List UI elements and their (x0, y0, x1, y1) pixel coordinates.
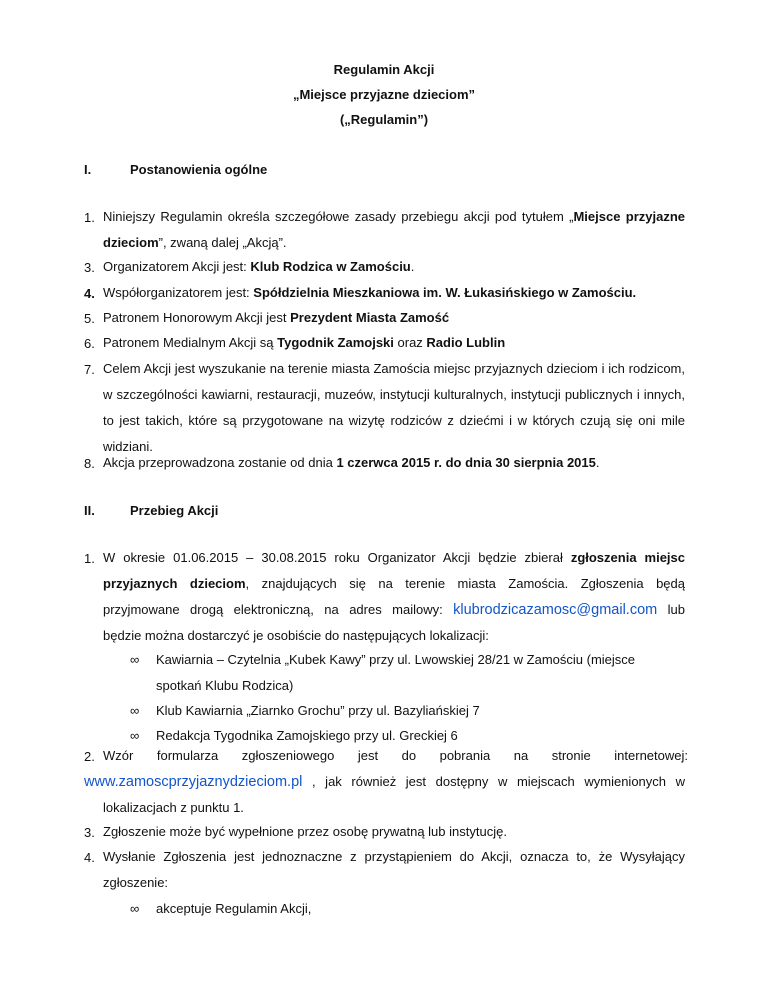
item-text-line: zgłoszenie: (103, 875, 169, 890)
item-text-line: lokalizacjach z punktu 1. (103, 800, 244, 815)
item-text-line: będzie można dostarczyć je osobiście do następujących lokalizacji: (103, 628, 489, 643)
doc-title: Regulamin Akcji (333, 62, 435, 77)
item-text: Patronem Honorowym Akcji jest Prezydent Miasta Zamość (103, 310, 450, 325)
item-number: 7. (84, 362, 95, 377)
bullet-icon: ∞ (130, 901, 140, 916)
item-text-line: przyjmowane drogą elektroniczną, na adres mailowy: klubrodzicazamosc@gmail.com lub (103, 602, 685, 618)
item-text-line: Wzór formularza zgłoszeniowego jest do pobrania na stronie internetowej: (103, 748, 688, 763)
doc-short-name: („Regulamin”) (339, 112, 429, 127)
item-number: 1. (84, 551, 95, 566)
item-number: 8. (84, 456, 95, 471)
item-text-line: Wysłanie Zgłoszenia jest jednoznaczne z przystąpieniem do Akcji, oznacza to, że Wysyłający (103, 849, 685, 864)
item-number: 2. (84, 749, 95, 764)
item-text-line: dzieciom”, zwaną dalej „Akcją”. (103, 235, 287, 250)
section-1-numeral: I. (84, 162, 92, 177)
bullet-icon: ∞ (130, 703, 140, 718)
item-text: Organizatorem Akcji jest: Klub Rodzica w Zamościu. (103, 259, 415, 274)
item-text: Celem Akcji jest wyszukanie na terenie miasta Zamościa miejsc przyjaznych dzieciom i ich rodzicom, w szczególności kawiarni, restauracji, muzeów, instytucji kulturalnych, instytucji publicznych i innych, to jest takich, które są przygotowane na wizytę rodziców z dziećmi i w których czują się oni mile widziani. (103, 361, 685, 454)
section-1-title: Postanowienia ogólne (130, 162, 268, 177)
item-number: 4. (84, 286, 95, 301)
item-text-line: www.zamoscprzyjaznydzieciom.pl , jak również jest dostępny w miejscach wymienionych w (84, 774, 685, 790)
section-2-title: Przebieg Akcji (130, 503, 219, 518)
item-text-line: W okresie 01.06.2015 – 30.08.2015 roku Organizator Akcji będzie zbierał zgłoszenia miejsc (103, 550, 685, 565)
item-text-line: przyjaznych dzieciom, znajdujących się na terenie miasta Zamościa. Zgłoszenia będą (103, 576, 686, 591)
item-number: 1. (84, 210, 95, 225)
item-number: 6. (84, 336, 95, 351)
email-link[interactable]: klubrodzicazamosc@gmail.com (453, 602, 658, 618)
item-number: 4. (84, 850, 95, 865)
item-text: Patronem Medialnym Akcji są Tygodnik Zamojski oraz Radio Lublin (103, 335, 506, 350)
bullet-icon: ∞ (130, 728, 140, 743)
section-2-numeral: II. (84, 503, 95, 518)
item-number: 3. (84, 260, 95, 275)
item-text: Współorganizatorem jest: Spółdzielnia Mieszkaniowa im. W. Łukasińskiego w Zamościu. (103, 285, 637, 300)
item-text-line: Niniejszy Regulamin określa szczegółowe zasady przebiegu akcji pod tytułem „Miejsce przyjazne (103, 209, 685, 224)
bullet-icon: ∞ (130, 652, 140, 667)
item-number: 5. (84, 311, 95, 326)
website-link[interactable]: www.zamoscprzyjaznydzieciom.pl (84, 774, 303, 790)
document-page: Regulamin Akcji „Miejsce przyjazne dzieciom” („Regulamin”) I. Postanowienia ogólne 1. Niniejszy Regulamin określa szczegółowe zasady przebiegu akcji pod tytułem „Miejsce przyjazne dzieciom”, zwaną dalej „Akcją”. 3. Organizatorem Akcji jest: Klub Rodzica w Zamościu. 4. Współorganizatorem jest: Spółdzielnia Mieszkaniowa im. W. Łukasińskiego w Zamościu. 5. Patronem Honorowym Akcji jest Prezydent Miasta Zamość 6. Patronem Medialnym Akcji są Tygodnik Zamojski oraz Radio Lublin 7. Celem Akcji jest wyszukanie na terenie miasta Zamościa miejsc przyjaznych dzieciom i ich rodzicom, w szczególności kawiarni, restauracji, muzeów, instytucji kulturalnych, instytucji publicznych i innych, to jest takich, które są przygotowane na wizytę rodziców z dziećmi i w których czują się oni mile widziani. 8. Akcja przeprowadzona zostanie od dnia 1 czerwca 2015 r. do dnia 30 sierpnia 2015. II. Przebieg Akcji 1. W okresie 01.06.2015 – 30.08.2015 roku Organizator Akcji będzie zbierał zgłoszenia miejsc przyjaznych dzieciom, znajdujących się na terenie miasta Zamościa. Zgłoszenia będą przyjmowane drogą elektroniczną, na adres mailowy: klubrodzicazamosc@gmail.com lub będzie można dostarczyć je osobiście do następujących lokalizacji: ∞ Kawiarnia – Czytelnia „Kubek Kawy” przy ul. Lwowskiej 28/21 w Zamościu (miejsce spotkań Klubu Rodzica) ∞ Klub Kawiarnia „Ziarnko Grochu” przy ul. Bazyliańskiej 7 ∞ Redakcja Tygodnika Zamojskiego przy ul. Greckiej 6 2. Wzór formularza zgłoszeniowego jest do pobrania na stronie internetowej: www.zamoscprzyjaznydzieciom.pl , jak również jest dostępny w miejscach wymienionych w lokalizacjach z punktu 1. 3. Zgłoszenie może być wypełnione przez osobę prywatną lub instytucję. 4. Wysłanie Zgłoszenia jest jednoznaczne z przystąpieniem do Akcji, oznacza to, że Wysyłający zgłoszenie: ∞ akceptuje Regulamin Akcji, (0, 0, 768, 994)
action-name: „Miejsce przyjazne dzieciom” (292, 87, 476, 102)
item-text: Akcja przeprowadzona zostanie od dnia 1 czerwca 2015 r. do dnia 30 sierpnia 2015. (103, 455, 600, 470)
item-text: Zgłoszenie może być wypełnione przez osobę prywatną lub instytucję. (103, 824, 507, 839)
item-number: 3. (84, 825, 95, 840)
